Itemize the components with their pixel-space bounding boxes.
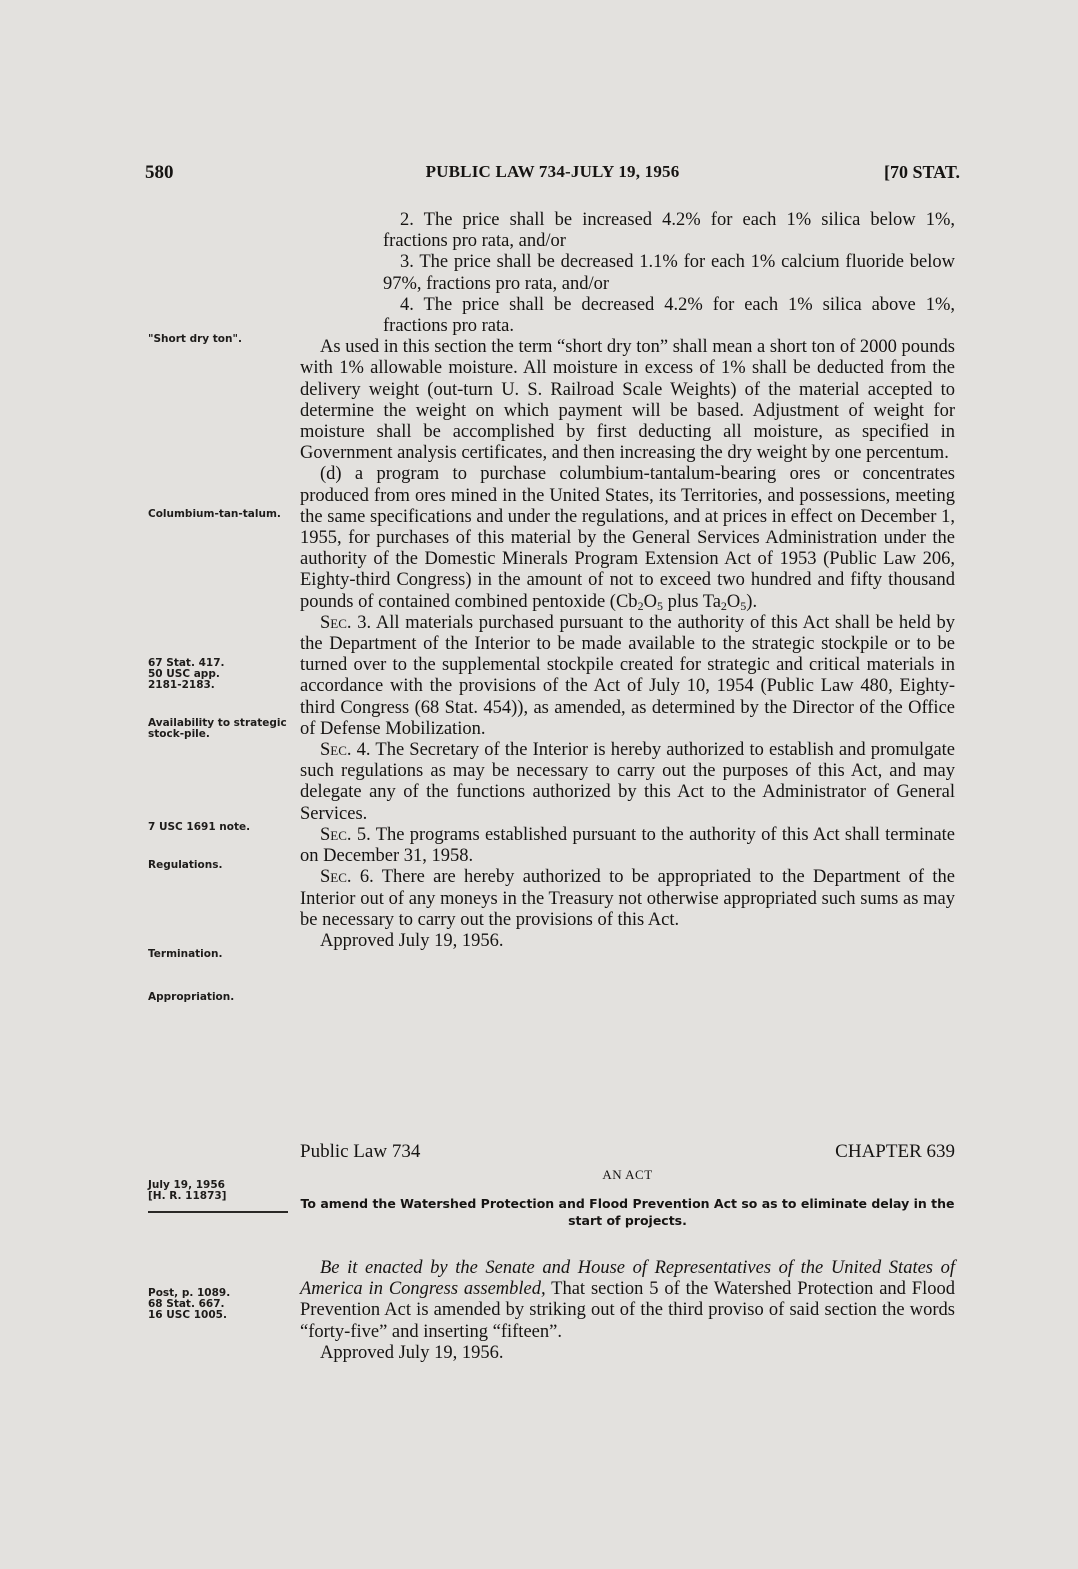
act-purpose: To amend the Watershed Protection and Flood Prevention Act so as to eliminate delay in the start of projects. — [300, 1196, 955, 1228]
statute-reference: [70 STAT. — [883, 162, 960, 182]
margin-note-appropriation: Appropriation. — [148, 991, 235, 1003]
section-label: Sec. 6. — [320, 867, 374, 888]
body-text-first-law — [300, 210, 955, 952]
public-law-number: Public Law 734 — [300, 1141, 421, 1162]
margin-rule — [148, 1211, 288, 1213]
price-item-2: 2. The price shall be increased 4.2% for each 1% silica below 1%, fractions pro rata, and/or — [383, 210, 955, 252]
margin-note-termination: Termination. — [148, 948, 223, 960]
enacting-clause: Be it enacted by the Senate and House of Representatives of the United States of America in Congress assembled, — [300, 1258, 955, 1300]
section-3: Sec. 3. All materials purchased pursuant to the authority of this Act shall be held by the Department of the Interior to be made available to the strategic stockpile or to be turned over to the supplemental stockpile created for strategic and critical materials in accordance with the provisions of the Act of July 10, 1954 (Public Law 480, Eighty-third Congress (68 Stat. 454)), as amended, as determined by the Director of the Office of Defense Mobilization. — [300, 612, 956, 739]
approved-date-1: Approved July 19, 1956. — [320, 930, 504, 951]
section-4: Sec. 4. The Secretary of the Interior is hereby authorized to establish and promulgate such regulations as may be necessary to carry out the purposes of this Act, and may delegate any of the functions authorized by this Act to the Administrator of General Services. — [300, 740, 956, 824]
margin-note-short-dry-ton: "Short dry ton". — [148, 333, 242, 345]
running-title: PUBLIC LAW 734-JULY 19, 1956 — [425, 162, 680, 181]
price-item-4: 4. The price shall be decreased 4.2% for each 1% silica above 1%, fractions pro rata. — [383, 294, 955, 337]
price-item-3: 3. The price shall be decreased 1.1% for each 1% calcium fluoride below 97%, fractions pro rata, and/or — [383, 252, 955, 294]
margin-note-post-ref: Post, p. 1089. 68 Stat. 667. 16 USC 1005. — [148, 1287, 231, 1321]
margin-note-7-usc: 7 USC 1691 note. — [148, 821, 251, 833]
enacting-paragraph: Be it enacted by the Senate and House of Representatives of the United States of America in Congress assembled, That section 5 of the Watershed Protection and Flood Prevention Act is amended by striking out of the third proviso of said section the words “forty-five” and inserting “fifteen”. — [300, 1258, 955, 1342]
margin-note-columbium-tantalum: Columbium-tan-talum. — [148, 508, 281, 520]
margin-note-bill-number: July 19, 1956 [H. R. 11873] — [148, 1179, 227, 1202]
section-6: Sec. 6. There are hereby authorized to be appropriated to the Department of the Interior out of any moneys in the Treasury not otherwise appropriated such sums as may be necessary to carry out the provisions of this Act. — [300, 867, 955, 930]
section-label: Sec. 4. — [320, 740, 371, 761]
public-law-heading — [300, 1141, 955, 1167]
page-header — [145, 162, 960, 192]
section-label: Sec. 3. — [320, 612, 372, 633]
page-number: 580 — [145, 162, 174, 183]
margin-note-regulations: Regulations. — [148, 859, 223, 871]
section-label: Sec. 5. — [320, 824, 371, 845]
margin-note-availability: Availability to strategic stock-pile. — [148, 717, 287, 740]
margin-note-stat-417: 67 Stat. 417. 50 USC app. 2181-2183. — [148, 657, 225, 691]
approved-date-2: Approved July 19, 1956. — [320, 1342, 504, 1363]
short-dry-ton-paragraph: As used in this section the term “short dry ton” shall mean a short ton of 2000 pounds with 1% allowable moisture. All moisture in excess of 1% shall be deducted from the delivery weight (out-turn U. S. Railroad Scale Weights) of the material accepted to determine the weight on which payment will be based. Adjustment of weight for moisture shall be accomplished by first deducting all moisture, as specified in Government analysis certificates, and then increasing the dry weight by one percentum. — [300, 337, 955, 464]
body-text-second-law — [300, 1258, 955, 1364]
chapter-number: CHAPTER 639 — [835, 1141, 955, 1162]
an-act-label: AN ACT — [602, 1167, 653, 1182]
columbium-paragraph: (d) a program to purchase columbium-tantalum-bearing ores or concentrates produced from ores mined in the United States, its Territories, and possessions, meeting the same specifications and under the regulations, and at prices in effect on December 1, 1955, for purchases of this material by the General Services Administration under the authority of the Domestic Minerals Program Extension Act of 1953 (Public Law 206, Eighty-third Congress) in the amount of not to exceed two hundred and fifty thousand pounds of contained combined pentoxide ($Cb_2O_5$ plus $Ta_2O_5$). — [300, 464, 955, 613]
section-5: Sec. 5. The programs established pursuant to the authority of this Act shall terminate on December 31, 1958. — [300, 824, 956, 867]
